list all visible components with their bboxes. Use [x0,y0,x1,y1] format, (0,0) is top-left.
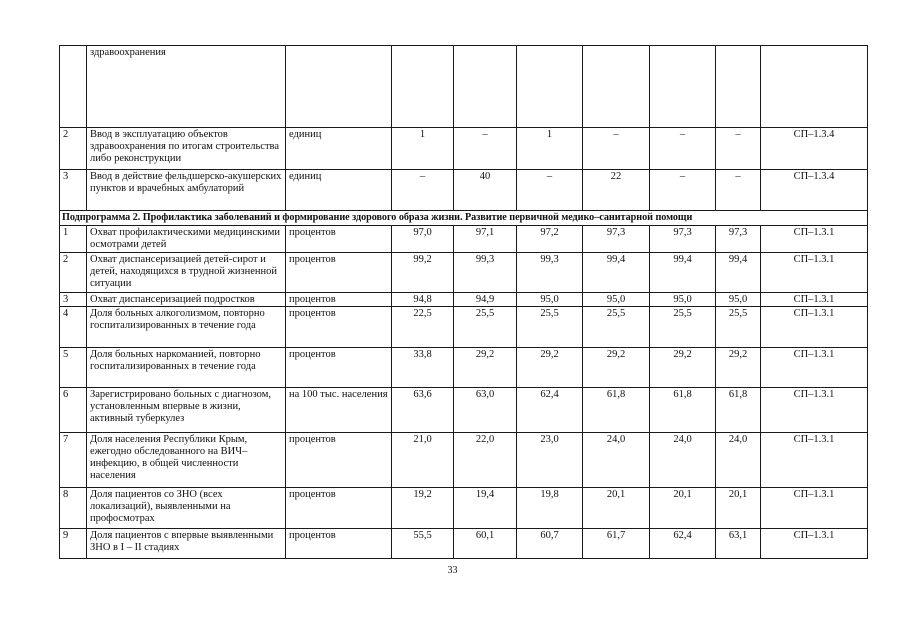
unit-cell: единиц [286,170,392,211]
unit-cell: процентов [286,348,392,388]
unit-cell: процентов [286,433,392,488]
value-cell: 24,0 [716,433,761,488]
reference-cell: СП–1.3.1 [761,433,868,488]
table-row [60,529,868,559]
value-cell [650,46,716,128]
reference-cell: СП–1.3.1 [761,488,868,529]
value-cell: 97,3 [716,226,761,253]
value-cell: 61,7 [583,529,650,559]
value-cell: 61,8 [583,388,650,433]
indicators-table [59,45,868,559]
value-cell: 95,0 [716,293,761,307]
row-number: 6 [60,388,87,433]
unit-cell: процентов [286,226,392,253]
unit-cell: процентов [286,253,392,293]
value-cell: 22,0 [454,433,517,488]
value-cell: 22 [583,170,650,211]
value-cell: – [454,128,517,170]
unit-cell [286,46,392,128]
value-cell: 60,1 [454,529,517,559]
value-cell: 99,4 [650,253,716,293]
value-cell: 99,3 [517,253,583,293]
indicator-name: Охват профилактическими медицинскими осмотрами детей [87,226,286,253]
value-cell: 99,3 [454,253,517,293]
indicator-name: Охват диспансеризацией подростков [87,293,286,307]
value-cell [517,46,583,128]
value-cell: – [650,170,716,211]
value-cell: 62,4 [650,529,716,559]
value-cell: – [716,128,761,170]
value-cell: – [517,170,583,211]
value-cell: 94,9 [454,293,517,307]
value-cell: 97,3 [583,226,650,253]
value-cell: 95,0 [517,293,583,307]
reference-cell: СП–1.3.1 [761,388,868,433]
value-cell [716,46,761,128]
value-cell: 25,5 [517,307,583,348]
indicator-name: Доля населения Республики Крым, ежегодно обследованного на ВИЧ–инфекцию, в общей численности населения [87,433,286,488]
indicator-name: Ввод в эксплуатацию объектов здравоохранения по итогам строительства либо реконструкции [87,128,286,170]
value-cell: 94,8 [392,293,454,307]
reference-cell: СП–1.3.4 [761,128,868,170]
value-cell: 97,0 [392,226,454,253]
value-cell: 29,2 [454,348,517,388]
value-cell: 22,5 [392,307,454,348]
value-cell: – [583,128,650,170]
row-number: 3 [60,170,87,211]
value-cell: 97,1 [454,226,517,253]
table-row [60,46,868,128]
table-row [60,253,868,293]
row-number: 7 [60,433,87,488]
table-row [60,348,868,388]
row-number: 2 [60,253,87,293]
reference-cell: СП–1.3.1 [761,529,868,559]
value-cell: 1 [392,128,454,170]
value-cell: 24,0 [650,433,716,488]
value-cell: 20,1 [583,488,650,529]
unit-cell: процентов [286,293,392,307]
table-row [60,128,868,170]
value-cell: 29,2 [517,348,583,388]
value-cell: 19,8 [517,488,583,529]
row-number: 2 [60,128,87,170]
table-row [60,307,868,348]
value-cell: 23,0 [517,433,583,488]
value-cell: 61,8 [716,388,761,433]
unit-cell: процентов [286,307,392,348]
subprogram-header-row [60,211,868,226]
value-cell: 60,7 [517,529,583,559]
page-number: 33 [447,565,458,576]
unit-cell: процентов [286,488,392,529]
value-cell: 61,8 [650,388,716,433]
reference-cell [761,46,868,128]
value-cell: 40 [454,170,517,211]
value-cell: 21,0 [392,433,454,488]
value-cell: 33,8 [392,348,454,388]
row-number: 3 [60,293,87,307]
value-cell: 29,2 [583,348,650,388]
row-number: 9 [60,529,87,559]
indicator-name: Ввод в действие фельдшерско-акушерских пунктов и врачебных амбулаторий [87,170,286,211]
value-cell: 99,2 [392,253,454,293]
value-cell: 29,2 [716,348,761,388]
table-row [60,388,868,433]
indicator-name: Доля больных алкоголизмом, повторно госпитализированных в течение года [87,307,286,348]
value-cell: 29,2 [650,348,716,388]
row-number: 4 [60,307,87,348]
value-cell: – [650,128,716,170]
value-cell: 19,2 [392,488,454,529]
indicator-name: Охват диспансеризацией детей-сирот и детей, находящихся в трудной жизненной ситуации [87,253,286,293]
row-number: 5 [60,348,87,388]
value-cell [392,46,454,128]
indicator-name: здравоохранения [87,46,286,128]
value-cell: 63,6 [392,388,454,433]
value-cell: 19,4 [454,488,517,529]
indicator-name: Доля пациентов с впервые выявленными ЗНО в I – II стадиях [87,529,286,559]
reference-cell: СП–1.3.4 [761,170,868,211]
value-cell: 95,0 [650,293,716,307]
unit-cell: процентов [286,529,392,559]
value-cell: 25,5 [454,307,517,348]
row-number: 8 [60,488,87,529]
unit-cell: на 100 тыс. населения [286,388,392,433]
indicator-name: Доля больных наркоманией, повторно госпитализированных в течение года [87,348,286,388]
reference-cell: СП–1.3.1 [761,348,868,388]
value-cell: 95,0 [583,293,650,307]
value-cell: 63,0 [454,388,517,433]
table-row [60,170,868,211]
table-row [60,433,868,488]
value-cell: – [392,170,454,211]
indicator-name: Зарегистрировано больных с диагнозом, установленным впервые в жизни, активный туберкулез [87,388,286,433]
value-cell [583,46,650,128]
row-number [60,46,87,128]
reference-cell: СП–1.3.1 [761,226,868,253]
subprogram-title: Подпрограмма 2. Профилактика заболеваний и формирование здорового образа жизни. Развитие первичной медико–санитарной помощи [60,211,868,226]
value-cell [454,46,517,128]
value-cell: – [716,170,761,211]
reference-cell: СП–1.3.1 [761,293,868,307]
indicator-name: Доля пациентов со ЗНО (всех локализаций), выявленными на профосмотрах [87,488,286,529]
unit-cell: единиц [286,128,392,170]
value-cell: 1 [517,128,583,170]
table-row [60,488,868,529]
table-row [60,293,868,307]
reference-cell: СП–1.3.1 [761,253,868,293]
value-cell: 99,4 [716,253,761,293]
row-number: 1 [60,226,87,253]
value-cell: 55,5 [392,529,454,559]
value-cell: 24,0 [583,433,650,488]
value-cell: 25,5 [583,307,650,348]
value-cell: 63,1 [716,529,761,559]
value-cell: 25,5 [716,307,761,348]
reference-cell: СП–1.3.1 [761,307,868,348]
value-cell: 62,4 [517,388,583,433]
table-row [60,226,868,253]
value-cell: 99,4 [583,253,650,293]
value-cell: 97,2 [517,226,583,253]
value-cell: 25,5 [650,307,716,348]
value-cell: 20,1 [716,488,761,529]
value-cell: 20,1 [650,488,716,529]
value-cell: 97,3 [650,226,716,253]
